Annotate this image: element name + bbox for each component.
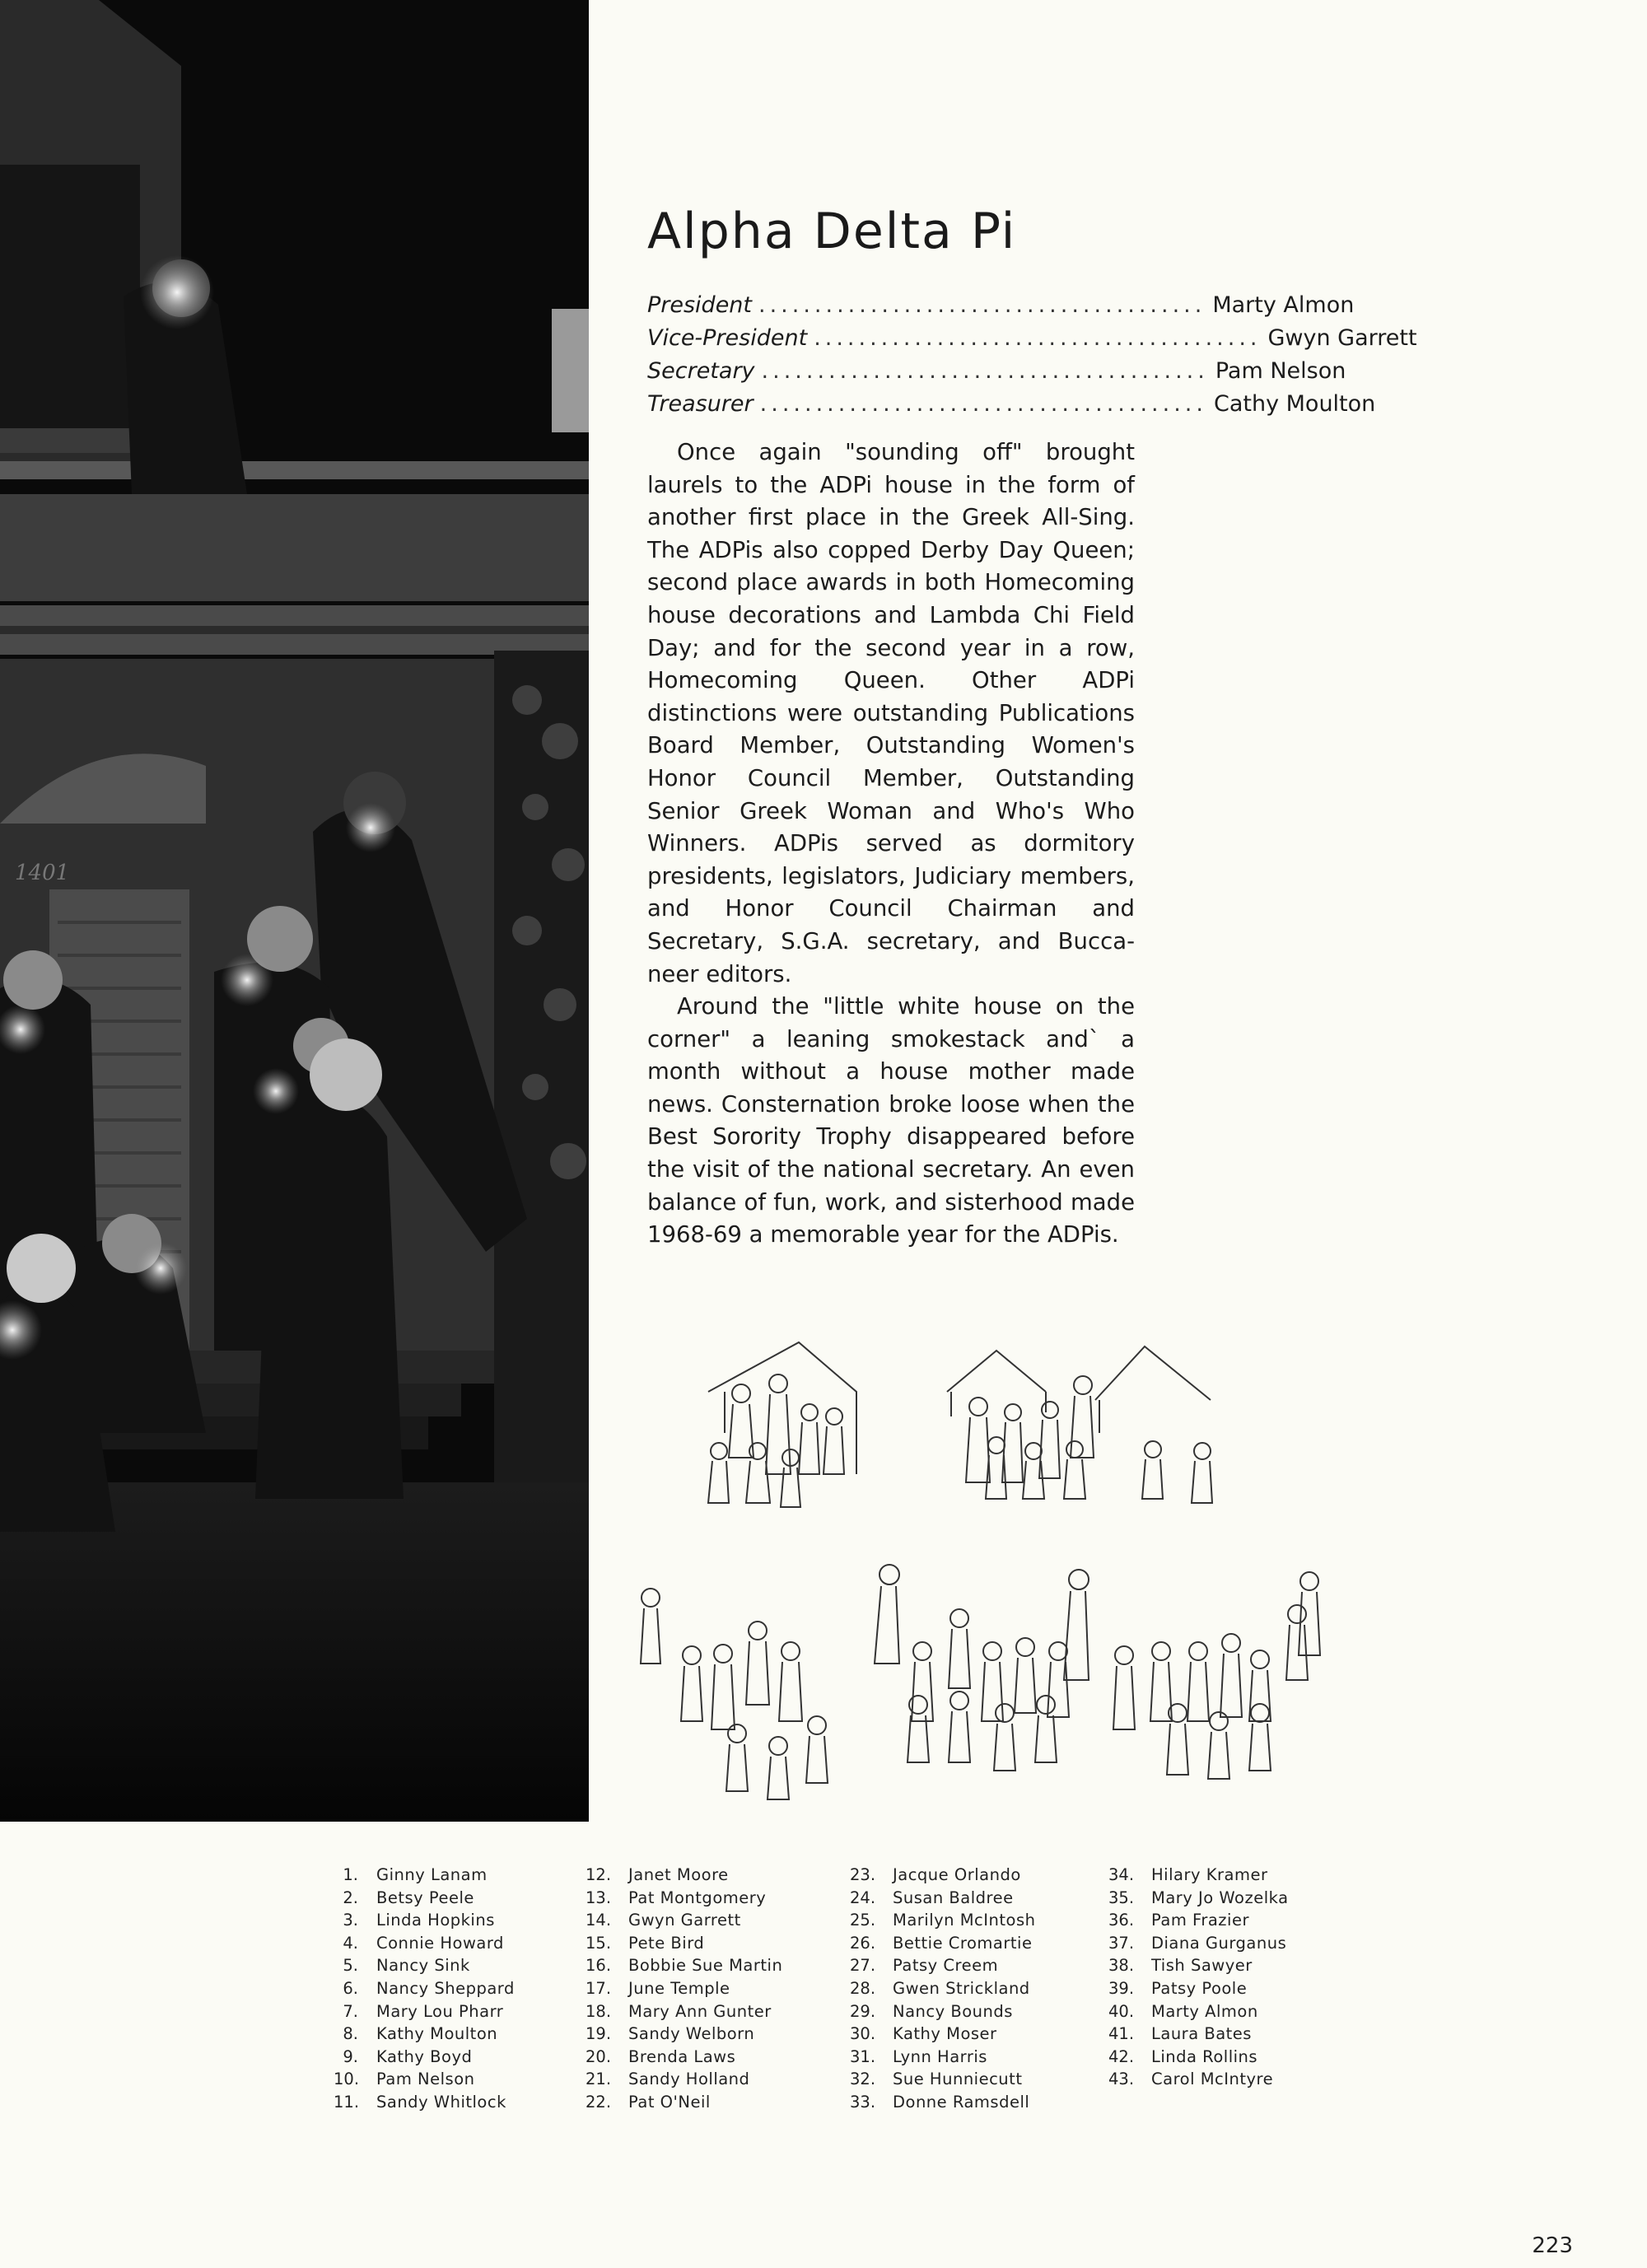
- officer-role: Vice-President: [647, 325, 808, 351]
- roster-column: [850, 1865, 1035, 2116]
- roster-entry: [1108, 2047, 1289, 2070]
- officer-row: [647, 292, 1355, 325]
- roster-name: Laura Bates: [1151, 2024, 1252, 2044]
- roster-name: Pam Frazier: [1151, 1911, 1249, 1930]
- roster-number: 10.: [334, 2070, 360, 2089]
- roster-name: June Temple: [628, 1978, 730, 1998]
- roster-name: Linda Rollins: [1151, 2046, 1258, 2066]
- roster-number: 36.: [1108, 1911, 1135, 1930]
- roster-name: Pete Bird: [628, 1933, 705, 1953]
- photo-illustration: [0, 0, 589, 1822]
- roster-number: 40.: [1108, 2001, 1135, 2021]
- roster-entry: [334, 1979, 515, 2002]
- officer-row: [647, 325, 1417, 358]
- roster-number: 39.: [1108, 1978, 1135, 1998]
- leader-dots: ........................................: [758, 292, 1206, 318]
- roster-name: Marilyn McIntosh: [893, 1911, 1036, 1930]
- roster-name: Lynn Harris: [893, 2046, 987, 2066]
- roster-name: Sandy Welborn: [628, 2024, 755, 2044]
- roster-entry: [1108, 2070, 1289, 2093]
- roster-entry: [334, 1911, 515, 1934]
- roster-number: 38.: [1108, 1956, 1135, 1976]
- roster-name: Donne Ramsdell: [893, 2092, 1030, 2112]
- article-body: [647, 436, 1135, 1252]
- roster-name: Mary Jo Wozelka: [1151, 1888, 1289, 1907]
- roster-name: Nancy Bounds: [893, 2001, 1013, 2021]
- roster-entry: [586, 2093, 782, 2116]
- officer-name: Cathy Moulton: [1213, 391, 1376, 417]
- roster-number: 8.: [343, 2024, 358, 2044]
- roster-entry: [1108, 1934, 1289, 1957]
- roster-number: 28.: [850, 1978, 876, 1998]
- roster-entry: [850, 2002, 1035, 2025]
- roster-name: Bettie Cromartie: [893, 1933, 1033, 1953]
- roster-number: 22.: [586, 2092, 612, 2112]
- roster-name: Susan Baldree: [893, 1888, 1014, 1907]
- roster-name: Kathy Boyd: [376, 2046, 473, 2066]
- member-roster: [0, 1865, 1647, 2121]
- roster-entry: [334, 1956, 515, 1979]
- roster-name: Sandy Whitlock: [376, 2092, 506, 2112]
- roster-number: 26.: [850, 1933, 876, 1953]
- roster-name: Mary Ann Gunter: [628, 2001, 772, 2021]
- roster-entry: [586, 2024, 782, 2047]
- page-title: Alpha Delta Pi: [647, 203, 1017, 260]
- roster-name: Pat Montgomery: [628, 1888, 767, 1907]
- roster-number: 12.: [586, 1865, 612, 1884]
- roster-name: Nancy Sheppard: [376, 1978, 515, 1998]
- roster-entry: [334, 2070, 515, 2093]
- roster-entry: [334, 2093, 515, 2116]
- roster-entry: [586, 1979, 782, 2002]
- roster-entry: [1108, 1911, 1289, 1934]
- leader-dots: ........................................: [814, 325, 1262, 351]
- roster-name: Marty Almon: [1151, 2001, 1258, 2021]
- roster-entry: [850, 1934, 1035, 1957]
- roster-name: Betsy Peele: [376, 1888, 474, 1907]
- roster-entry: [850, 2070, 1035, 2093]
- roster-number: 24.: [850, 1888, 876, 1907]
- roster-entry: [334, 1888, 515, 1911]
- officers-list: [647, 292, 1417, 424]
- house-number: 1401: [15, 861, 70, 885]
- officer-row: [647, 391, 1376, 424]
- roster-name: Pat O'Neil: [628, 2092, 711, 2112]
- officer-role: Treasurer: [647, 391, 754, 417]
- roster-name: Brenda Laws: [628, 2046, 736, 2066]
- roster-entry: [586, 1865, 782, 1888]
- roster-number: 6.: [343, 1978, 358, 1998]
- roster-number: 30.: [850, 2024, 876, 2044]
- roster-number: 3.: [343, 1911, 358, 1930]
- roster-entry: [586, 1934, 782, 1957]
- roster-number: 41.: [1108, 2024, 1135, 2044]
- roster-name: Nancy Sink: [376, 1956, 470, 1976]
- roster-entry: [850, 1911, 1035, 1934]
- body-paragraph: Around the "little white house on the corner" a leaning smokestack and` a month without a house mother made news. Consternation broke loose when the Best Sorority Trophy disappeared before the visit of the national secretary. An even balance of fun, work, and sisterhood made 1968-69 a memorable year for the ADPis.: [647, 993, 1135, 1248]
- roster-entry: [586, 2002, 782, 2025]
- roster-number: 5.: [343, 1956, 358, 1976]
- roster-name: Connie Howard: [376, 1933, 504, 1953]
- sorority-house-night-photo: [0, 0, 589, 1822]
- roster-entry: [1108, 1865, 1289, 1888]
- officer-role: President: [647, 292, 753, 318]
- roster-number: 9.: [343, 2046, 358, 2066]
- roster-number: 2.: [343, 1888, 358, 1907]
- roster-name: Linda Hopkins: [376, 1911, 495, 1930]
- roster-name: Sandy Holland: [628, 2070, 750, 2089]
- roster-number: 7.: [343, 2001, 358, 2021]
- roster-number: 23.: [850, 1865, 876, 1884]
- roster-name: Diana Gurganus: [1151, 1933, 1287, 1953]
- roster-entry: [586, 1956, 782, 1979]
- roster-number: 1.: [343, 1865, 358, 1884]
- roster-entry: [850, 1888, 1035, 1911]
- roster-number: 16.: [586, 1956, 612, 1976]
- roster-entry: [1108, 1888, 1289, 1911]
- roster-number: 18.: [586, 2001, 612, 2021]
- sketch-drawing: [634, 1334, 1342, 1828]
- roster-number: 31.: [850, 2046, 876, 2066]
- roster-number: 15.: [586, 1933, 612, 1953]
- roster-number: 19.: [586, 2024, 612, 2044]
- roster-entry: [334, 2002, 515, 2025]
- roster-entry: [1108, 2002, 1289, 2025]
- officer-role: Secretary: [647, 358, 755, 384]
- roster-entry: [334, 1865, 515, 1888]
- member-identification-sketch: [634, 1334, 1342, 1828]
- roster-entry: [850, 2024, 1035, 2047]
- roster-entry: [586, 1888, 782, 1911]
- roster-entry: [1108, 2024, 1289, 2047]
- roster-number: 14.: [586, 1911, 612, 1930]
- roster-entry: [334, 1934, 515, 1957]
- roster-name: Kathy Moulton: [376, 2024, 498, 2044]
- roster-entry: [586, 2070, 782, 2093]
- roster-entry: [850, 1979, 1035, 2002]
- roster-column: [586, 1865, 782, 2116]
- roster-name: Hilary Kramer: [1151, 1865, 1268, 1884]
- roster-number: 34.: [1108, 1865, 1135, 1884]
- officer-name: Gwyn Garrett: [1267, 325, 1417, 351]
- roster-number: 37.: [1108, 1933, 1135, 1953]
- roster-entry: [586, 1911, 782, 1934]
- roster-entry: [850, 2093, 1035, 2116]
- roster-name: Kathy Moser: [893, 2024, 997, 2044]
- page-number: 223: [1532, 2233, 1573, 2258]
- roster-name: Sue Hunniecutt: [893, 2070, 1023, 2089]
- roster-name: Carol McIntyre: [1151, 2070, 1274, 2089]
- roster-name: Pam Nelson: [376, 2070, 475, 2089]
- officer-name: Marty Almon: [1212, 292, 1355, 318]
- roster-number: 29.: [850, 2001, 876, 2021]
- officer-row: [647, 358, 1346, 391]
- roster-column: [1108, 1865, 1289, 2093]
- roster-entry: [334, 2024, 515, 2047]
- roster-entry: [1108, 1979, 1289, 2002]
- roster-number: 11.: [334, 2092, 360, 2112]
- roster-entry: [1108, 1956, 1289, 1979]
- roster-number: 27.: [850, 1956, 876, 1976]
- roster-entry: [850, 2047, 1035, 2070]
- roster-number: 13.: [586, 1888, 612, 1907]
- roster-number: 25.: [850, 1911, 876, 1930]
- roster-number: 35.: [1108, 1888, 1135, 1907]
- roster-number: 42.: [1108, 2046, 1135, 2066]
- officer-name: Pam Nelson: [1215, 358, 1346, 384]
- roster-name: Patsy Poole: [1151, 1978, 1248, 1998]
- roster-name: Janet Moore: [628, 1865, 729, 1884]
- roster-number: 33.: [850, 2092, 876, 2112]
- roster-entry: [334, 2047, 515, 2070]
- body-paragraph: Once again "sounding off" brought laurels to the ADPi house in the form of another first place in the Greek All-Sing. The ADPis also copped Derby Day Queen; second place awards in both Homecoming house decorations and Lambda Chi Field Day; and for the second year in a row, Homecoming Queen. Other ADPi distinctions were outstanding Publications Board Member, Outstanding Women's Honor Council Member, Outstanding Senior Greek Woman and Who's Who Winners. ADPis served as dormitory presidents, legislators, Judiciary members, and Honor Council Chairman and Secretary, S.G.A. secretary, and Buccaneer editors.: [647, 439, 1135, 987]
- roster-name: Gwyn Garrett: [628, 1911, 741, 1930]
- roster-name: Tish Sawyer: [1151, 1956, 1253, 1976]
- leader-dots: ........................................: [761, 358, 1209, 384]
- roster-name: Jacque Orlando: [893, 1865, 1021, 1884]
- roster-number: 21.: [586, 2070, 612, 2089]
- roster-number: 43.: [1108, 2070, 1135, 2089]
- leader-dots: ........................................: [759, 391, 1207, 417]
- roster-number: 20.: [586, 2046, 612, 2066]
- roster-name: Ginny Lanam: [376, 1865, 488, 1884]
- roster-entry: [850, 1956, 1035, 1979]
- roster-entry: [586, 2047, 782, 2070]
- roster-number: 32.: [850, 2070, 876, 2089]
- roster-name: Gwen Strickland: [893, 1978, 1030, 1998]
- roster-name: Mary Lou Pharr: [376, 2001, 504, 2021]
- roster-name: Patsy Creem: [893, 1956, 999, 1976]
- roster-number: 17.: [586, 1978, 612, 1998]
- roster-entry: [850, 1865, 1035, 1888]
- roster-number: 4.: [343, 1933, 358, 1953]
- roster-name: Bobbie Sue Martin: [628, 1956, 783, 1976]
- roster-column: [334, 1865, 515, 2116]
